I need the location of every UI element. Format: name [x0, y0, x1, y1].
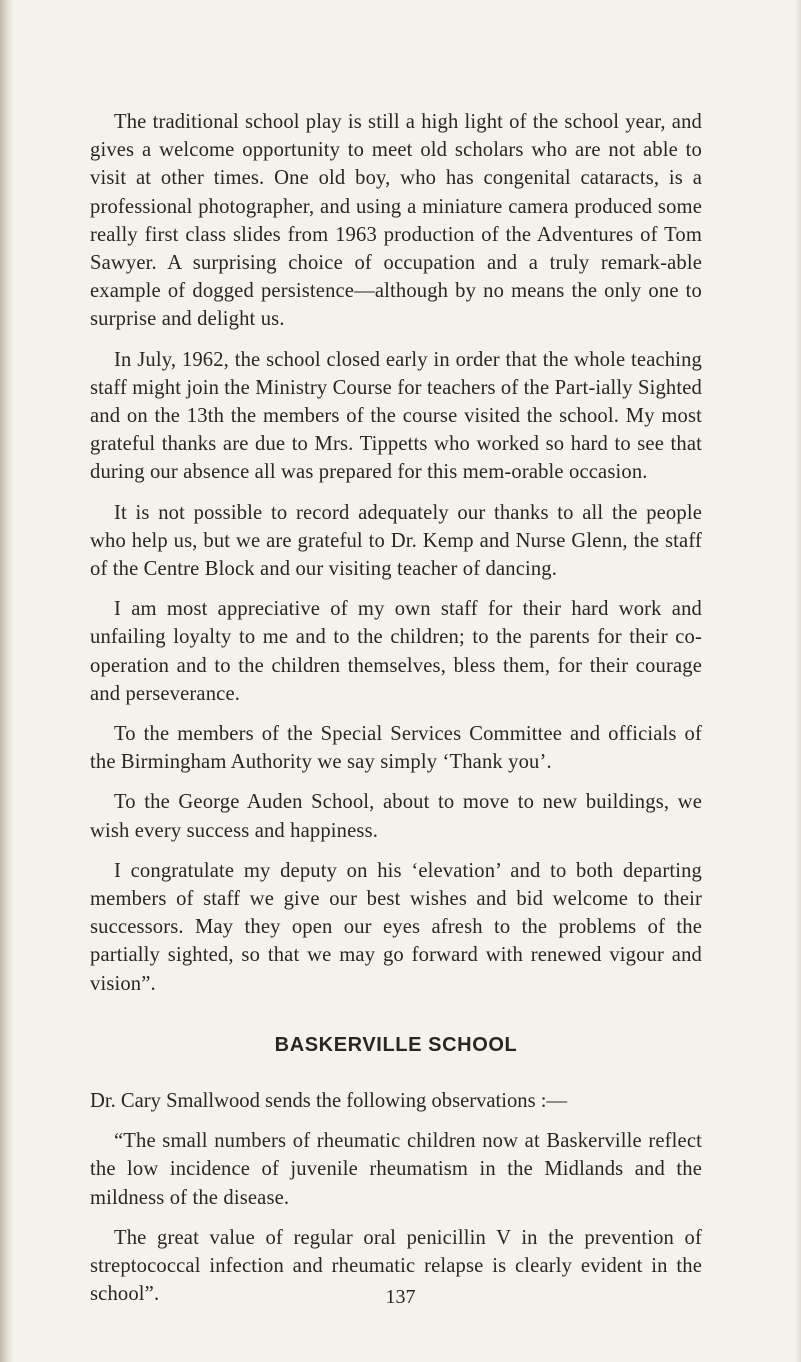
page-binding-edge — [0, 0, 14, 1362]
page-number: 137 — [385, 1286, 416, 1308]
page-right-edge — [795, 0, 801, 1362]
section-heading: BASKERVILLE SCHOOL — [274, 1033, 518, 1056]
paragraph-penicillin: The great value of regular oral penicillin V in the prevention of streptococcal infection and rheumatic relapse is clearly evident in the school”. — [90, 1226, 702, 1306]
paragraph-rheumatic-children: “The small numbers of rheumatic children now at Baskerville reflect the low incidence of juvenile rheumatism in the Midlands and the mildness of the disease. — [90, 1130, 702, 1209]
intro-line: Dr. Cary Smallwood sends the following observations :— — [90, 1089, 568, 1112]
paragraph-deputy-congratulations: I congratulate my deputy on his ‘elevation’ and to both departing members of staff we give our best wishes and bid welcome to their successors. May they open our eyes afresh to the problems of the partially sighted, so that we may go forward with renewed vigour and vision”. — [90, 859, 702, 995]
paragraph-school-play: The traditional school play is still a high light of the school year, and gives a welcome opportunity to meet old scholars who are not able to visit at other times. One old boy, who has congenital cataracts, is a professional photographer, and using a miniature camera produced some really first class slides from 1963 production of the Adventures of Tom Sawyer. A surprising choice of occupation and a truly remark-able example of dogged persistence—although by no means the only one to surprise and delight us. — [90, 111, 702, 331]
page-body — [90, 108, 702, 1320]
paragraph-thanks-helpers: It is not possible to record adequately our thanks to all the people who help us, but we are grateful to Dr. Kemp and Nurse Glenn, the staff of the Centre Block and our visiting teacher of dancing. — [90, 501, 702, 581]
paragraph-thanks-committee: To the members of the Special Services Committee and officials of the Birmingham Authority we say simply ‘Thank you’. — [90, 723, 702, 774]
paragraph-george-auden: To the George Auden School, about to move to new buildings, we wish every success and happiness. — [90, 791, 702, 842]
paragraph-thanks-staff: I am most appreciative of my own staff for their hard work and unfailing loyalty to me and to the children; to the parents for their co-operation and to the children themselves, bless them, for their courage and perseverance. — [90, 598, 702, 705]
paragraph-ministry-course: In July, 1962, the school closed early in order that the whole teaching staff might join the Ministry Course for teachers of the Part-ially Sighted and on the 13th the members of the course visited the school. My most grateful thanks are due to Mrs. Tippetts who worked so hard to see that during our absence all was prepared for this mem-orable occasion. — [90, 348, 702, 484]
